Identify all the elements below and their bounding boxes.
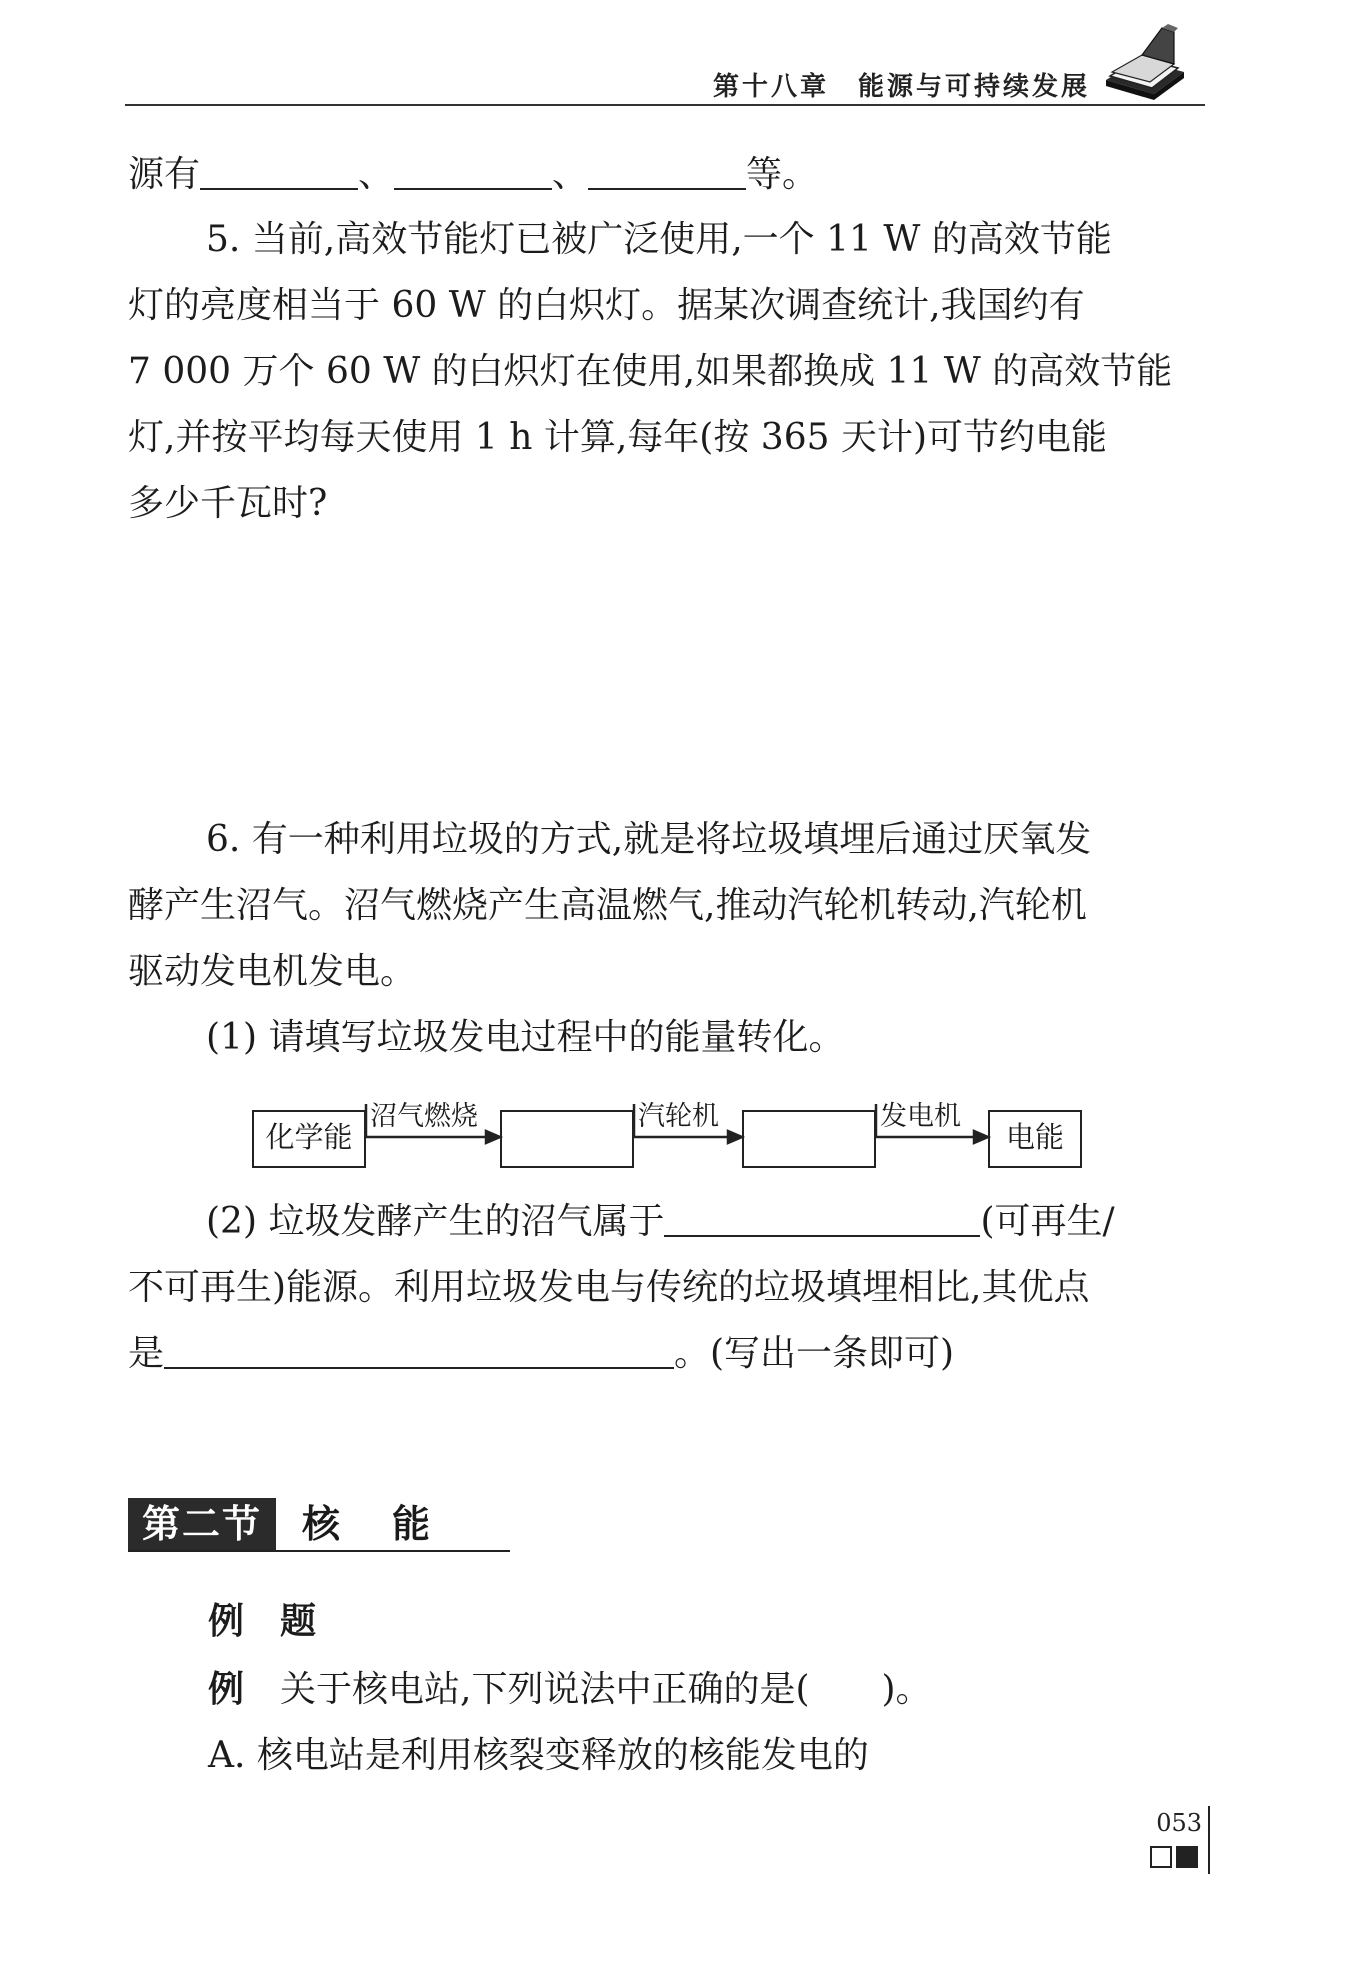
q5-line-2: 灯的亮度相当于 60 W 的白炽灯。据某次调查统计,我国约有 [128, 285, 1085, 326]
arrow-label-generator: 发电机 [880, 1101, 961, 1132]
box-blank-1[interactable] [500, 1110, 634, 1168]
arrow-3-head [974, 1131, 988, 1143]
page-marker-filled-square [1176, 1846, 1198, 1868]
arrow-label-biogas: 沼气燃烧 [370, 1101, 478, 1132]
arrow-1-head [486, 1131, 500, 1143]
q6-part2-suffix: (可再生/ [980, 1201, 1115, 1242]
book-icon [1102, 22, 1188, 102]
box-electric-energy-label: 电能 [1005, 1120, 1064, 1154]
q6-part2-line-2: 不可再生)能源。利用垃圾发电与传统的垃圾填埋相比,其优点 [128, 1267, 1090, 1308]
q4-blank-3[interactable] [588, 156, 746, 190]
example-question: 关于核电站,下列说法中正确的是( )。 [280, 1669, 932, 1710]
q5-line-4: 灯,并按平均每天使用 1 h 计算,每年(按 365 天计)可节约电能 [128, 417, 1107, 458]
example-label: 例 [208, 1669, 245, 1710]
q6-part2-line-3 [128, 1332, 1208, 1376]
header-rule [125, 104, 1205, 106]
q6-part2-blank-2[interactable] [164, 1335, 674, 1369]
box-blank-2[interactable] [742, 1110, 876, 1168]
page-marker-empty-square [1150, 1846, 1172, 1868]
chapter-header-title: 第十八章 能源与可持续发展 [712, 72, 1090, 102]
q6-line-3: 驱动发电机发电。 [128, 951, 417, 992]
q6-part1: (1) 请填写垃圾发电过程中的能量转化。 [206, 1017, 845, 1058]
q4-blank-1[interactable] [200, 156, 358, 190]
q4-blank-2[interactable] [394, 156, 552, 190]
q4-suffix: 等。 [746, 154, 819, 195]
section-badge: 第二节 [128, 1498, 276, 1550]
q6-part2-blank-1[interactable] [664, 1203, 980, 1237]
q5-line-5: 多少千瓦时? [128, 483, 328, 524]
example-heading: 例 题 [208, 1601, 317, 1642]
q6-part2-line-1 [206, 1200, 1286, 1244]
section-rule [128, 1550, 510, 1552]
page-number-rule [1208, 1806, 1210, 1874]
box-chemical-energy-label: 化学能 [265, 1120, 353, 1154]
q6-line-2: 酵产生沼气。沼气燃烧产生高温燃气,推动汽轮机转动,汽轮机 [128, 885, 1087, 926]
example-question-line [208, 1668, 1288, 1712]
q6-part2-prefix: (2) 垃圾发酵产生的沼气属于 [206, 1201, 665, 1242]
section-title: 核能 [302, 1502, 483, 1546]
example-option-a: A. 核电站是利用核裂变释放的核能发电的 [208, 1735, 869, 1776]
q4-tail-line [128, 153, 1208, 197]
q6-line-1: 6. 有一种利用垃圾的方式,就是将垃圾填埋后通过厌氧发 [206, 819, 1092, 860]
q4-sep-1: 、 [358, 154, 395, 195]
arrow-2-head [728, 1131, 742, 1143]
page-number: 053 [1156, 1809, 1202, 1837]
arrow-label-turbine: 汽轮机 [638, 1101, 719, 1132]
q4-sep-2: 、 [552, 154, 589, 195]
q5-line-1: 5. 当前,高效节能灯已被广泛使用,一个 11 W 的高效节能 [206, 219, 1112, 260]
q4-prefix: 源有 [128, 154, 201, 195]
q6-part2-line3-prefix: 是 [128, 1333, 165, 1374]
q5-line-3: 7 000 万个 60 W 的白炽灯在使用,如果都换成 11 W 的高效节能 [128, 351, 1173, 392]
q6-part2-line3-suffix: 。(写出一条即可) [674, 1333, 955, 1374]
